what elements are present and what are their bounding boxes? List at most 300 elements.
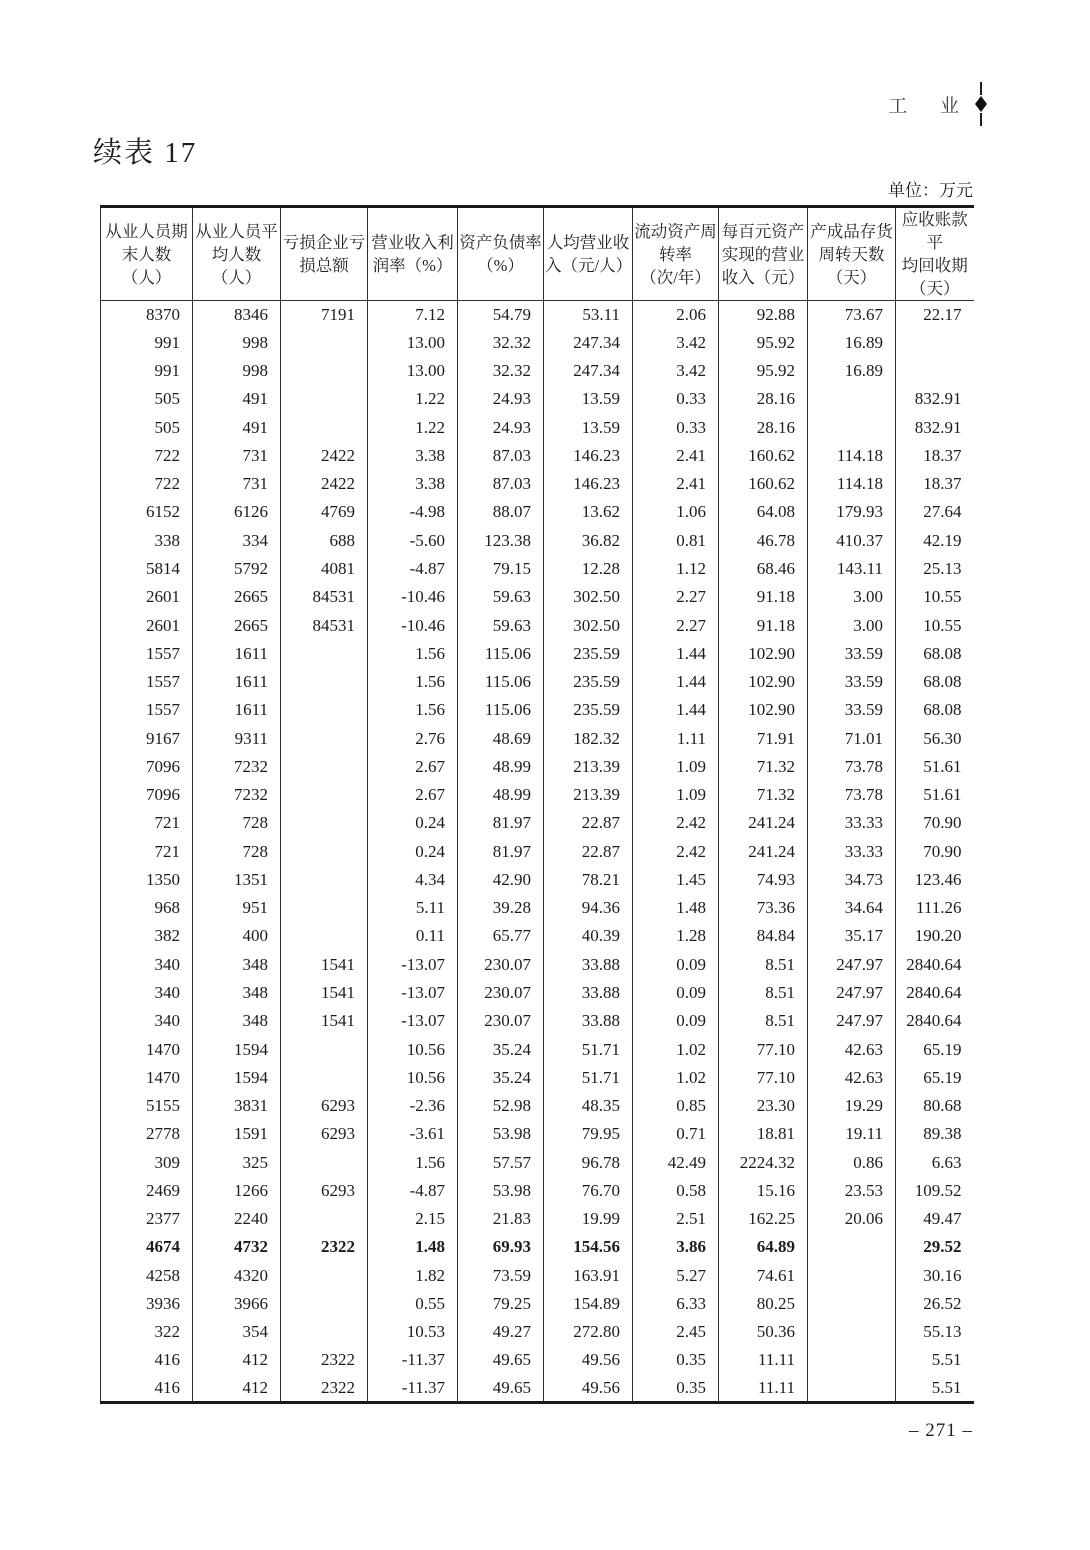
table-cell: 1.56 bbox=[368, 696, 458, 724]
table-cell: 29.52 bbox=[923, 1237, 962, 1257]
table-cell: 0.09 bbox=[633, 1007, 719, 1035]
table-cell bbox=[281, 1035, 368, 1063]
table-cell: -10.46 bbox=[368, 611, 458, 639]
table-cell: 9167 bbox=[101, 724, 193, 752]
table-cell: 247.34 bbox=[544, 357, 633, 385]
table-cell: 4732 bbox=[193, 1233, 281, 1261]
table-cell: 1.12 bbox=[633, 555, 719, 583]
table-cell: 36.82 bbox=[544, 527, 633, 555]
table-cell: 87.03 bbox=[458, 442, 544, 470]
table-cell: 1.44 bbox=[633, 696, 719, 724]
table-cell: 2.41 bbox=[633, 442, 719, 470]
table-cell: 73.36 bbox=[719, 894, 808, 922]
column-header-2: 从业人员平 均人数（人） bbox=[193, 207, 281, 301]
table-row bbox=[101, 1233, 974, 1261]
chapter-label: 工 业 bbox=[888, 95, 973, 117]
table-cell: 2601 bbox=[101, 583, 193, 611]
table-cell: 48.69 bbox=[458, 724, 544, 752]
column-header-5: 资产负债率 （%） bbox=[458, 207, 544, 301]
table-row bbox=[101, 809, 974, 837]
table-cell: 34.73 bbox=[808, 866, 896, 894]
table-cell: 77.10 bbox=[719, 1064, 808, 1092]
table-cell: 115.06 bbox=[458, 640, 544, 668]
table-cell: 1266 bbox=[193, 1177, 281, 1205]
table-cell: 728 bbox=[193, 809, 281, 837]
table-cell: 235.59 bbox=[544, 640, 633, 668]
table-row bbox=[101, 894, 974, 922]
table-cell: 49.27 bbox=[458, 1318, 544, 1346]
table-cell: 81.97 bbox=[458, 809, 544, 837]
table-cell: 79.15 bbox=[458, 555, 544, 583]
table-cell: 34.64 bbox=[808, 894, 896, 922]
table-cell: 235.59 bbox=[544, 668, 633, 696]
table-row bbox=[101, 1064, 974, 1092]
table-cell: 2.42 bbox=[633, 838, 719, 866]
table-cell: 348 bbox=[193, 1007, 281, 1035]
table-cell: 73.78 bbox=[808, 781, 896, 809]
table-cell: 23.30 bbox=[719, 1092, 808, 1120]
table-cell: 416 bbox=[101, 1375, 193, 1403]
table-cell bbox=[281, 1205, 368, 1233]
table-cell: 1.56 bbox=[368, 640, 458, 668]
table-cell: 79.95 bbox=[544, 1120, 633, 1148]
table-cell: 68.08 bbox=[923, 672, 962, 692]
table-cell: 1.02 bbox=[633, 1035, 719, 1063]
unit-label: 单位：万元 bbox=[888, 181, 973, 200]
table-cell bbox=[281, 414, 368, 442]
table-cell: 25.13 bbox=[923, 559, 962, 579]
column-header-8: 每百元资产 实现的营业 收入（元） bbox=[719, 207, 808, 301]
table-cell: 73.59 bbox=[458, 1262, 544, 1290]
table-cell: 235.59 bbox=[544, 696, 633, 724]
table-cell: 2840.64 bbox=[906, 954, 962, 974]
table-cell: 1557 bbox=[101, 696, 193, 724]
table-cell: 94.36 bbox=[544, 894, 633, 922]
table-cell: 33.59 bbox=[808, 696, 896, 724]
table-cell: 52.98 bbox=[458, 1092, 544, 1120]
table-cell: 182.32 bbox=[544, 724, 633, 752]
table-cell bbox=[281, 640, 368, 668]
table-cell: 5.27 bbox=[633, 1262, 719, 1290]
table-cell: 832.91 bbox=[914, 389, 962, 409]
table-cell: 505 bbox=[101, 385, 193, 413]
table-row bbox=[101, 1007, 974, 1035]
table-cell: 39.28 bbox=[458, 894, 544, 922]
table-cell: 722 bbox=[101, 470, 193, 498]
table-row bbox=[101, 470, 974, 498]
table-cell: 13.59 bbox=[544, 385, 633, 413]
table-cell: 1.28 bbox=[633, 922, 719, 950]
table-cell: 79.25 bbox=[458, 1290, 544, 1318]
table-cell: 35.24 bbox=[458, 1064, 544, 1092]
table-row bbox=[101, 1290, 974, 1318]
table-cell: 162.25 bbox=[719, 1205, 808, 1233]
table-cell: 2665 bbox=[193, 611, 281, 639]
table-cell: 6293 bbox=[281, 1177, 368, 1205]
table-cell bbox=[281, 668, 368, 696]
table-cell: 73.67 bbox=[808, 301, 896, 329]
table-cell: 190.20 bbox=[914, 926, 962, 946]
table-cell: 2322 bbox=[281, 1375, 368, 1403]
table-cell: 51.71 bbox=[544, 1035, 633, 1063]
table-cell: 3936 bbox=[101, 1290, 193, 1318]
table-cell: 114.18 bbox=[808, 442, 896, 470]
table-cell: 80.68 bbox=[923, 1096, 962, 1116]
table-cell: 2.45 bbox=[633, 1318, 719, 1346]
table-cell: 721 bbox=[101, 809, 193, 837]
table-cell: 65.19 bbox=[923, 1067, 962, 1087]
table-cell: -4.98 bbox=[368, 498, 458, 526]
table-cell bbox=[896, 329, 974, 357]
table-row bbox=[101, 753, 974, 781]
table-cell: -10.46 bbox=[368, 583, 458, 611]
column-header-4: 营业收入利 润率（%） bbox=[368, 207, 458, 301]
table-cell: 160.62 bbox=[719, 470, 808, 498]
table-cell: 272.80 bbox=[544, 1318, 633, 1346]
table-cell: -4.87 bbox=[368, 1177, 458, 1205]
table-row bbox=[101, 611, 974, 639]
table-cell: 1541 bbox=[281, 1007, 368, 1035]
table-cell: 18.37 bbox=[923, 445, 962, 465]
table-cell: 7232 bbox=[193, 781, 281, 809]
column-header-10: 应收账款平 均回收期 （天） bbox=[896, 207, 974, 301]
table-cell bbox=[281, 329, 368, 357]
table-cell: 154.89 bbox=[544, 1290, 633, 1318]
table-cell: 57.57 bbox=[458, 1148, 544, 1176]
table-cell: 2.76 bbox=[368, 724, 458, 752]
table-cell: 65.19 bbox=[923, 1039, 962, 1059]
column-header-3: 亏损企业亏 损总额 bbox=[281, 207, 368, 301]
table-cell: 3966 bbox=[193, 1290, 281, 1318]
table-cell: 71.01 bbox=[808, 724, 896, 752]
table-cell: 2.06 bbox=[633, 301, 719, 329]
table-cell: 213.39 bbox=[544, 753, 633, 781]
table-cell: 48.35 bbox=[544, 1092, 633, 1120]
table-cell: 1541 bbox=[281, 951, 368, 979]
table-cell: 2.27 bbox=[633, 583, 719, 611]
table-cell bbox=[281, 809, 368, 837]
table-cell: 10.55 bbox=[923, 587, 962, 607]
table-cell: -13.07 bbox=[368, 979, 458, 1007]
table-cell: 2322 bbox=[281, 1233, 368, 1261]
table-cell: 998 bbox=[193, 329, 281, 357]
table-cell: 731 bbox=[193, 470, 281, 498]
table-cell: 0.35 bbox=[633, 1375, 719, 1403]
table-cell bbox=[281, 1064, 368, 1092]
chapter-corner bbox=[888, 82, 987, 126]
table-cell: 6.63 bbox=[931, 1152, 962, 1172]
table-cell: 18.81 bbox=[719, 1120, 808, 1148]
table-cell bbox=[281, 724, 368, 752]
table-cell: 309 bbox=[101, 1148, 193, 1176]
table-cell: 89.38 bbox=[923, 1124, 962, 1144]
table-cell bbox=[281, 781, 368, 809]
table-cell: -2.36 bbox=[368, 1092, 458, 1120]
table-cell: 1.56 bbox=[368, 668, 458, 696]
table-cell: 8.51 bbox=[719, 951, 808, 979]
table-cell: 143.11 bbox=[808, 555, 896, 583]
table-cell: 48.99 bbox=[458, 753, 544, 781]
table-cell: -13.07 bbox=[368, 1007, 458, 1035]
table-cell: 348 bbox=[193, 951, 281, 979]
table-cell: 154.56 bbox=[544, 1233, 633, 1261]
table-cell: 2.27 bbox=[633, 611, 719, 639]
table-cell: 1611 bbox=[193, 640, 281, 668]
table-cell: 1.82 bbox=[368, 1262, 458, 1290]
table-cell: 32.32 bbox=[458, 329, 544, 357]
table-cell bbox=[281, 838, 368, 866]
table-cell: 348 bbox=[193, 979, 281, 1007]
table-cell: 2.67 bbox=[368, 753, 458, 781]
table-cell: 42.63 bbox=[808, 1064, 896, 1092]
table-cell: 1.09 bbox=[633, 781, 719, 809]
table-cell: 4769 bbox=[281, 498, 368, 526]
table-cell: 24.93 bbox=[458, 385, 544, 413]
table-cell: 3.00 bbox=[808, 611, 896, 639]
table-cell: 8370 bbox=[101, 301, 193, 329]
table-cell: 0.85 bbox=[633, 1092, 719, 1120]
table-cell: 2.42 bbox=[633, 809, 719, 837]
table-cell: 49.65 bbox=[458, 1346, 544, 1374]
table-row bbox=[101, 1375, 974, 1403]
table-cell: 1.22 bbox=[368, 414, 458, 442]
diamond-icon bbox=[975, 96, 987, 112]
table-cell: 1557 bbox=[101, 668, 193, 696]
table-cell: 4.34 bbox=[368, 866, 458, 894]
table-cell: 70.90 bbox=[923, 813, 962, 833]
table-cell: 1541 bbox=[281, 979, 368, 1007]
table-header bbox=[101, 207, 974, 301]
table-row bbox=[101, 1262, 974, 1290]
table-row bbox=[101, 301, 974, 329]
table-cell bbox=[281, 357, 368, 385]
table-cell: 0.35 bbox=[633, 1346, 719, 1374]
table-row bbox=[101, 1092, 974, 1120]
table-cell: 13.00 bbox=[368, 329, 458, 357]
table-cell: 230.07 bbox=[458, 979, 544, 1007]
table-cell: 1.44 bbox=[633, 668, 719, 696]
table-cell: 15.16 bbox=[719, 1177, 808, 1205]
chapter-tab-icon bbox=[975, 82, 987, 126]
table-cell: 3.42 bbox=[633, 329, 719, 357]
table-cell: 68.08 bbox=[923, 643, 962, 663]
table-cell: 322 bbox=[101, 1318, 193, 1346]
table-cell: 88.07 bbox=[458, 498, 544, 526]
table-cell: 13.59 bbox=[544, 414, 633, 442]
table-row bbox=[101, 781, 974, 809]
table-cell: 28.16 bbox=[719, 414, 808, 442]
table-cell: 7096 bbox=[101, 753, 193, 781]
table-cell: 33.33 bbox=[808, 838, 896, 866]
table-cell: 48.99 bbox=[458, 781, 544, 809]
table-cell: 0.71 bbox=[633, 1120, 719, 1148]
column-header-1: 从业人员期 末人数（人） bbox=[101, 207, 193, 301]
table-cell: 49.65 bbox=[458, 1375, 544, 1403]
table-cell: 951 bbox=[193, 894, 281, 922]
table-cell: 10.53 bbox=[368, 1318, 458, 1346]
table-cell: 3.42 bbox=[633, 357, 719, 385]
table-cell bbox=[808, 1290, 896, 1318]
table-row bbox=[101, 329, 974, 357]
table-cell: 6152 bbox=[101, 498, 193, 526]
table-cell: -11.37 bbox=[368, 1346, 458, 1374]
table-cell: 1.44 bbox=[633, 640, 719, 668]
table-cell: 74.93 bbox=[719, 866, 808, 894]
table-cell: 1.09 bbox=[633, 753, 719, 781]
table-cell: 410.37 bbox=[808, 527, 896, 555]
column-header-6: 人均营业收 入（元/人） bbox=[544, 207, 633, 301]
table-row bbox=[101, 357, 974, 385]
table-cell: 102.90 bbox=[719, 696, 808, 724]
table-cell: 491 bbox=[193, 385, 281, 413]
table-cell: 102.90 bbox=[719, 668, 808, 696]
table-cell bbox=[281, 1262, 368, 1290]
table-cell: 1470 bbox=[101, 1035, 193, 1063]
table-cell: 1594 bbox=[193, 1064, 281, 1092]
table-cell: 8346 bbox=[193, 301, 281, 329]
table-cell: 728 bbox=[193, 838, 281, 866]
table-cell: 102.90 bbox=[719, 640, 808, 668]
table-cell: 22.87 bbox=[544, 809, 633, 837]
table-cell: 3.38 bbox=[368, 442, 458, 470]
table-row bbox=[101, 583, 974, 611]
table-cell: 2377 bbox=[101, 1205, 193, 1233]
table-cell: 59.63 bbox=[458, 611, 544, 639]
table-cell: 33.88 bbox=[544, 951, 633, 979]
table-cell: 68.46 bbox=[719, 555, 808, 583]
table-cell: 28.16 bbox=[719, 385, 808, 413]
table-cell: 2.67 bbox=[368, 781, 458, 809]
table-cell: 96.78 bbox=[544, 1148, 633, 1176]
table-cell: 2469 bbox=[101, 1177, 193, 1205]
table-cell: 7191 bbox=[281, 301, 368, 329]
table-cell: 24.93 bbox=[458, 414, 544, 442]
table-body bbox=[101, 301, 974, 1403]
table-cell: 1611 bbox=[193, 668, 281, 696]
table-cell: 7.12 bbox=[368, 301, 458, 329]
table-cell: 68.08 bbox=[923, 700, 962, 720]
table-cell: 10.56 bbox=[368, 1035, 458, 1063]
table-cell: 247.97 bbox=[808, 1007, 896, 1035]
table-cell: 338 bbox=[101, 527, 193, 555]
table-cell: 0.55 bbox=[368, 1290, 458, 1318]
table-cell: 4258 bbox=[101, 1262, 193, 1290]
table-cell: 1557 bbox=[101, 640, 193, 668]
table-cell: 1591 bbox=[193, 1120, 281, 1148]
table-cell: 80.25 bbox=[719, 1290, 808, 1318]
table-cell: 33.59 bbox=[808, 668, 896, 696]
table-cell: 6293 bbox=[281, 1120, 368, 1148]
table-cell: 123.46 bbox=[914, 869, 962, 889]
table-cell: 2840.64 bbox=[906, 983, 962, 1002]
table-row bbox=[101, 668, 974, 696]
table-cell: -11.37 bbox=[368, 1375, 458, 1403]
table-cell: 968 bbox=[101, 894, 193, 922]
table-cell: 382 bbox=[101, 922, 193, 950]
table-cell: 95.92 bbox=[719, 357, 808, 385]
table-row bbox=[101, 866, 974, 894]
table-cell: 412 bbox=[193, 1375, 281, 1403]
table-cell: 0.33 bbox=[633, 414, 719, 442]
table-cell: 247.97 bbox=[808, 979, 896, 1007]
table-cell: 4674 bbox=[101, 1233, 193, 1261]
page-number: – 271 – bbox=[909, 1420, 973, 1441]
table-cell: 163.91 bbox=[544, 1262, 633, 1290]
table-row bbox=[101, 442, 974, 470]
table-cell bbox=[281, 866, 368, 894]
table-cell: 230.07 bbox=[458, 951, 544, 979]
table-cell: -3.61 bbox=[368, 1120, 458, 1148]
table-cell: 1.02 bbox=[633, 1064, 719, 1092]
table-cell: 1.48 bbox=[633, 894, 719, 922]
table-cell: 33.88 bbox=[544, 979, 633, 1007]
table-cell: 2422 bbox=[281, 442, 368, 470]
table-cell: 51.61 bbox=[923, 756, 962, 776]
table-cell: 30.16 bbox=[923, 1265, 962, 1285]
table-cell: 722 bbox=[101, 442, 193, 470]
table-cell bbox=[896, 357, 974, 385]
table-cell: 412 bbox=[193, 1346, 281, 1374]
table-cell: 6.33 bbox=[633, 1290, 719, 1318]
table-cell: 998 bbox=[193, 357, 281, 385]
table-cell: 81.97 bbox=[458, 838, 544, 866]
table-row bbox=[101, 696, 974, 724]
table-cell: 77.10 bbox=[719, 1035, 808, 1063]
table-cell: 109.52 bbox=[914, 1180, 962, 1200]
table-cell: 22.87 bbox=[544, 838, 633, 866]
table-cell: 71.32 bbox=[719, 781, 808, 809]
table-cell bbox=[808, 1375, 896, 1403]
table-cell: 0.81 bbox=[633, 527, 719, 555]
table-cell: 491 bbox=[193, 414, 281, 442]
table-row bbox=[101, 951, 974, 979]
table-cell: 505 bbox=[101, 414, 193, 442]
table-cell: 49.47 bbox=[923, 1209, 962, 1229]
table-cell: 1.45 bbox=[633, 866, 719, 894]
tab-line-bottom bbox=[980, 113, 982, 126]
table-cell: 0.86 bbox=[808, 1148, 896, 1176]
table-cell: 20.06 bbox=[808, 1205, 896, 1233]
table-cell: 213.39 bbox=[544, 781, 633, 809]
table-cell: 0.33 bbox=[633, 385, 719, 413]
tab-line-top bbox=[980, 82, 982, 95]
table-cell: 247.34 bbox=[544, 329, 633, 357]
table-cell: 11.11 bbox=[719, 1346, 808, 1374]
table-cell: 230.07 bbox=[458, 1007, 544, 1035]
table-cell: 74.61 bbox=[719, 1262, 808, 1290]
table-cell: 731 bbox=[193, 442, 281, 470]
table-cell: 92.88 bbox=[719, 301, 808, 329]
table-cell: 160.62 bbox=[719, 442, 808, 470]
table-cell: 16.89 bbox=[808, 357, 896, 385]
table-cell: 721 bbox=[101, 838, 193, 866]
table-cell: 40.39 bbox=[544, 922, 633, 950]
table-cell: 53.98 bbox=[458, 1120, 544, 1148]
table-cell: 688 bbox=[281, 527, 368, 555]
table-cell: 71.32 bbox=[719, 753, 808, 781]
table-cell: 0.24 bbox=[368, 809, 458, 837]
table-cell: 1.56 bbox=[368, 1148, 458, 1176]
table-row bbox=[101, 414, 974, 442]
table-cell: 114.18 bbox=[808, 470, 896, 498]
table-cell: 73.78 bbox=[808, 753, 896, 781]
table-cell: 91.18 bbox=[719, 611, 808, 639]
table-cell: 32.32 bbox=[458, 357, 544, 385]
table-row bbox=[101, 1148, 974, 1176]
table-cell: 146.23 bbox=[544, 442, 633, 470]
table-cell: 8.51 bbox=[719, 1007, 808, 1035]
table-cell: 1594 bbox=[193, 1035, 281, 1063]
